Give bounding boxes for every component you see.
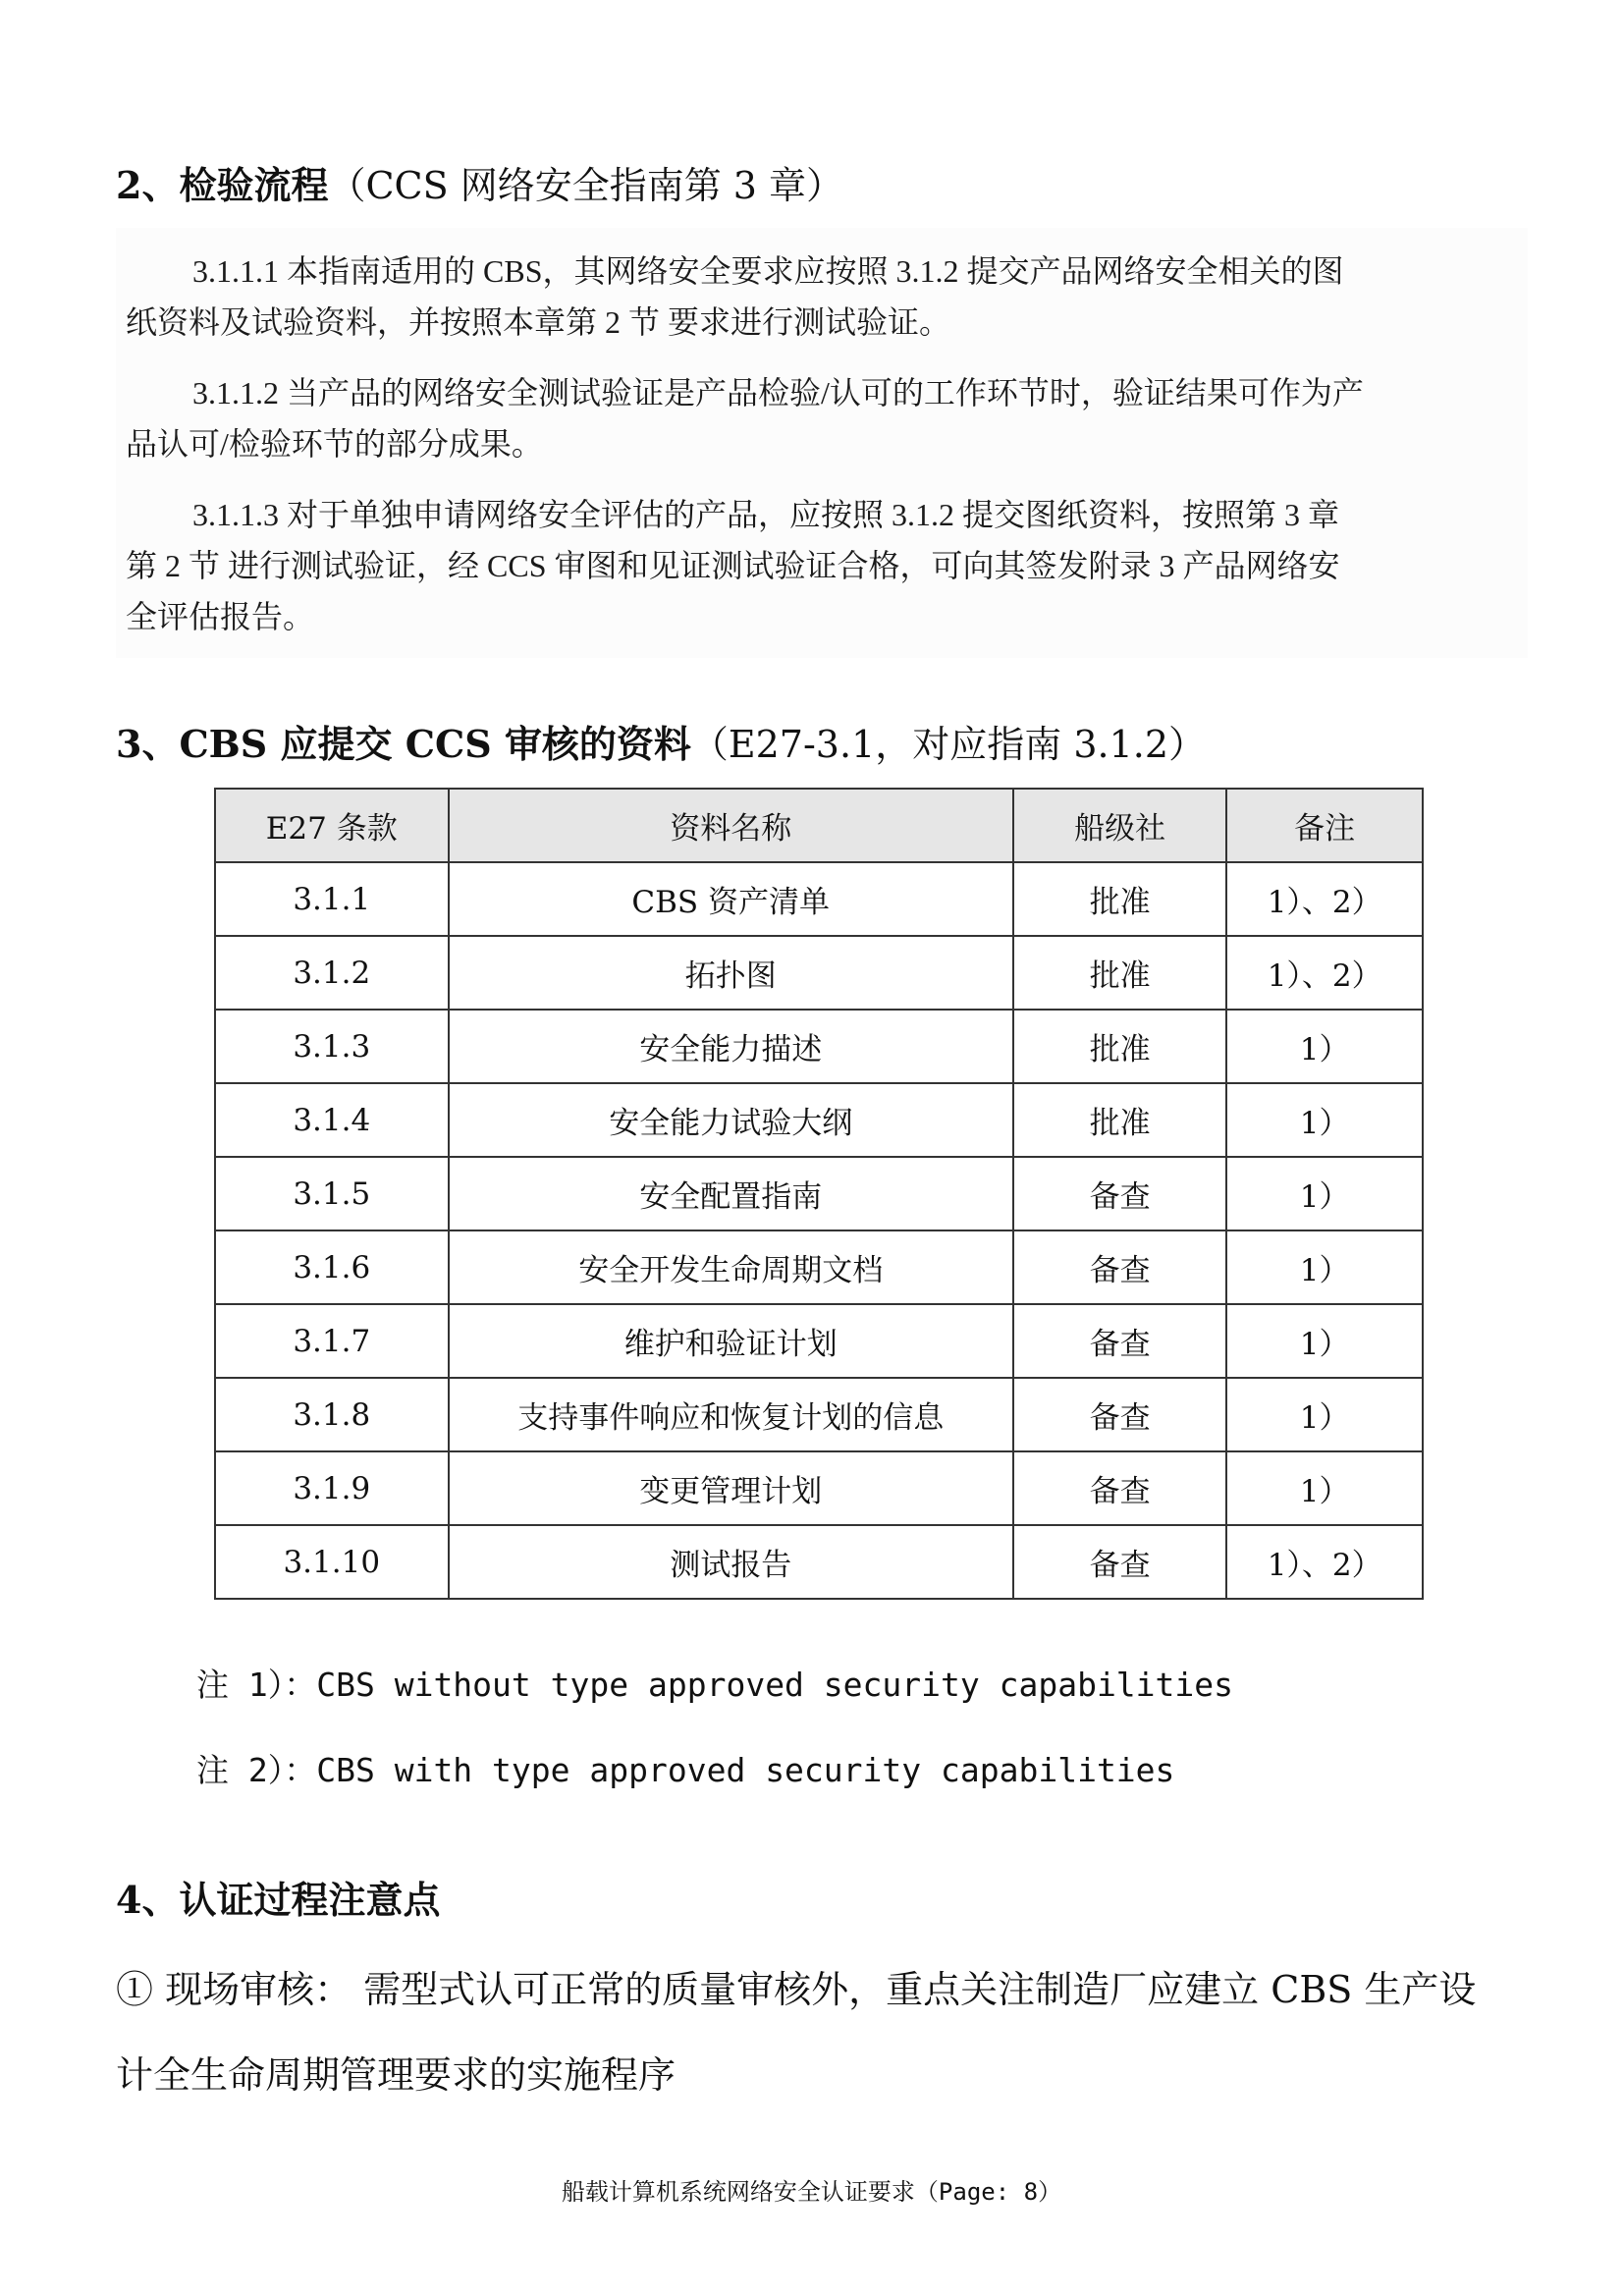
documents-table xyxy=(214,788,1424,1600)
cell-clause: 3.1.9 xyxy=(215,1451,449,1525)
cell-remarks: 1）、2） xyxy=(1226,936,1423,1010)
excerpt-para-3-line-3: 全评估报告。 xyxy=(126,599,315,634)
cell-document-name: 安全配置指南 xyxy=(449,1157,1013,1230)
section2-heading xyxy=(116,161,843,210)
cell-clause: 3.1.1 xyxy=(215,862,449,936)
section4-heading-title: 4、认证过程注意点 xyxy=(116,1878,441,1922)
cell-remarks: 1） xyxy=(1226,1378,1423,1451)
excerpt-para-1 xyxy=(126,246,1520,348)
table-row xyxy=(215,936,1423,1010)
section4-body-line-1: ① 现场审核： 需型式认可正常的质量审核外，重点关注制造厂应建立 CBS 生产设 xyxy=(116,1968,1477,2011)
cell-remarks: 1） xyxy=(1226,1010,1423,1083)
excerpt-para-1-line-1: 3.1.1.1 本指南适用的 CBS，其网络安全要求应按照 3.1.2 提交产品网络安全相关的图 xyxy=(192,253,1344,289)
excerpt-para-2-line-2: 品认可/检验环节的部分成果。 xyxy=(126,426,543,462)
section3-heading-title: 3、CBS 应提交 CCS 审核的资料 xyxy=(116,722,691,766)
cell-class-society: 批准 xyxy=(1013,862,1226,936)
cell-clause: 3.1.2 xyxy=(215,936,449,1010)
cell-document-name: 支持事件响应和恢复计划的信息 xyxy=(449,1378,1013,1451)
cell-clause: 3.1.7 xyxy=(215,1304,449,1378)
cell-class-society: 批准 xyxy=(1013,1083,1226,1157)
excerpt-para-3-line-1: 3.1.1.3 对于单独申请网络安全评估的产品，应按照 3.1.2 提交图纸资料，按照第 3 章 xyxy=(192,497,1340,532)
cell-remarks: 1）、2） xyxy=(1226,862,1423,936)
cell-class-society: 批准 xyxy=(1013,936,1226,1010)
table-row xyxy=(215,1451,1423,1525)
table-row xyxy=(215,1010,1423,1083)
cell-document-name: 变更管理计划 xyxy=(449,1451,1013,1525)
cell-clause: 3.1.5 xyxy=(215,1157,449,1230)
cell-document-name: 维护和验证计划 xyxy=(449,1304,1013,1378)
table-row xyxy=(215,1525,1423,1599)
cell-class-society: 备查 xyxy=(1013,1157,1226,1230)
table-note-2: 注 2）：CBS with type approved security capabilities xyxy=(196,1751,1175,1789)
excerpt-para-3 xyxy=(126,489,1520,642)
cell-remarks: 1） xyxy=(1226,1083,1423,1157)
table-row xyxy=(215,1304,1423,1378)
header-remarks: 备注 xyxy=(1226,789,1423,862)
table-row xyxy=(215,1378,1423,1451)
excerpt-para-2 xyxy=(126,367,1520,469)
section4-heading xyxy=(116,1876,440,1925)
table-note-1: 注 1）：CBS without type approved security capabilities xyxy=(196,1666,1234,1704)
cell-remarks: 1） xyxy=(1226,1451,1423,1525)
header-document-name: 资料名称 xyxy=(449,789,1013,862)
cell-class-society: 备查 xyxy=(1013,1304,1226,1378)
cell-clause: 3.1.8 xyxy=(215,1378,449,1451)
cell-class-society: 备查 xyxy=(1013,1378,1226,1451)
cell-document-name: 安全开发生命周期文档 xyxy=(449,1230,1013,1304)
excerpt-para-2-line-1: 3.1.1.2 当产品的网络安全测试验证是产品检验/认可的工作环节时，验证结果可作为产 xyxy=(192,375,1364,410)
section3-heading-note: （E27-3.1，对应指南 3.1.2） xyxy=(690,723,1207,766)
cell-clause: 3.1.4 xyxy=(215,1083,449,1157)
table-header-row xyxy=(215,789,1423,862)
header-class-society: 船级社 xyxy=(1013,789,1226,862)
cell-document-name: CBS 资产清单 xyxy=(449,862,1013,936)
table-row xyxy=(215,1083,1423,1157)
cell-class-society: 备查 xyxy=(1013,1230,1226,1304)
cell-clause: 3.1.3 xyxy=(215,1010,449,1083)
page-footer: 船载计算机系统网络安全认证要求（Page: 8） xyxy=(561,2178,1062,2206)
cell-class-society: 备查 xyxy=(1013,1525,1226,1599)
excerpt-para-1-line-2: 纸资料及试验资料，并按照本章第 2 节 要求进行测试验证。 xyxy=(126,304,951,340)
excerpt-para-3-line-2: 第 2 节 进行测试验证，经 CCS 审图和见证测试验证合格，可向其签发附录 3 产品网络安 xyxy=(126,548,1340,583)
section4-body-line-2: 计全生命周期管理要求的实施程序 xyxy=(116,2053,676,2097)
cell-clause: 3.1.6 xyxy=(215,1230,449,1304)
cell-document-name: 安全能力描述 xyxy=(449,1010,1013,1083)
section2-heading-note: （CCS 网络安全指南第 3 章） xyxy=(328,164,844,207)
header-clause: E27 条款 xyxy=(215,789,449,862)
cell-class-society: 备查 xyxy=(1013,1451,1226,1525)
cell-document-name: 测试报告 xyxy=(449,1525,1013,1599)
cell-document-name: 安全能力试验大纲 xyxy=(449,1083,1013,1157)
cell-remarks: 1） xyxy=(1226,1304,1423,1378)
table-row xyxy=(215,1157,1423,1230)
cell-remarks: 1） xyxy=(1226,1157,1423,1230)
cell-remarks: 1）、2） xyxy=(1226,1525,1423,1599)
cell-clause: 3.1.10 xyxy=(215,1525,449,1599)
table-row xyxy=(215,862,1423,936)
table-row xyxy=(215,1230,1423,1304)
cell-class-society: 批准 xyxy=(1013,1010,1226,1083)
cell-document-name: 拓扑图 xyxy=(449,936,1013,1010)
section3-heading xyxy=(116,720,1206,769)
guideline-excerpt xyxy=(116,228,1528,658)
cell-remarks: 1） xyxy=(1226,1230,1423,1304)
section2-heading-title: 2、检验流程 xyxy=(116,163,329,207)
